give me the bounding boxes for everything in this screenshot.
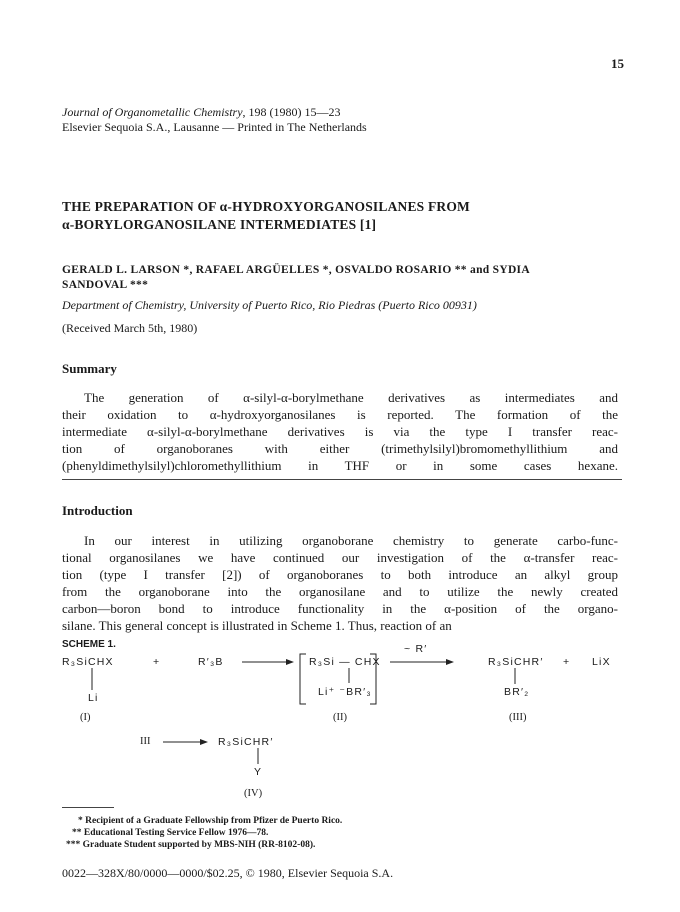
- introduction-line: tion (type I transfer [2]) of organoboranes to both introduce an alkyl group: [62, 567, 618, 582]
- journal-name: Journal of Organometallic Chemistry: [62, 105, 243, 119]
- title-line-2: α-BORYLORGANOSILANE INTERMEDIATES [1]: [62, 217, 377, 232]
- reactant-borane: R′₃B: [198, 656, 224, 668]
- journal-volume: , 198 (1980) 15—23: [242, 105, 341, 119]
- summary-line: their oxidation to α-hydroxyorganosilanes is reported. The formation of the: [62, 407, 618, 422]
- product-silane: R₃SiCHR′: [488, 656, 544, 668]
- product-hydroxy-silane: R₃SiCHR′: [218, 736, 274, 748]
- footnotes: [62, 815, 622, 851]
- introduction-line: carbon—boron bond to introduce functionality in the α-position of the organo-: [62, 601, 618, 616]
- summary-heading: Summary: [62, 361, 117, 376]
- affiliation: Department of Chemistry, University of Puerto Rico, Rio Piedras (Puerto Rico 00931): [62, 298, 477, 312]
- footnote-divider: [62, 807, 114, 808]
- introduction-line: tional organosilanes we have continued our investigation of the α-transfer reac-: [62, 550, 618, 565]
- introduction-line: from the organoborane into the organosilane and to utilize the newly created: [62, 584, 618, 599]
- authors-line-2: SANDOVAL ***: [62, 279, 149, 291]
- boryl-group: BR′₂: [504, 686, 530, 698]
- publisher-line: Elsevier Sequoia S.A., Lausanne — Printed in The Netherlands: [62, 120, 367, 134]
- footnote-item: * Recipient of a Graduate Fellowship from Pfizer de Puerto Rico.: [78, 816, 343, 826]
- footnote-item: ** Educational Testing Service Fellow 1976—78.: [72, 828, 269, 838]
- bracket-left: [300, 654, 306, 704]
- arrow-head-2: [446, 659, 454, 665]
- compound-III-ref: III: [140, 736, 151, 747]
- title-line-1: THE PREPARATION OF α-HYDROXYORGANOSILANES FROM: [62, 199, 470, 214]
- complex-borate: Li⁺ ⁻BR′₃: [318, 686, 372, 698]
- migration-label: ~ R′: [404, 643, 428, 655]
- summary-line: (phenyldimethylsilyl)chloromethyllithium in THF or in some cases hexane.: [62, 458, 618, 473]
- substituent-y: Y: [254, 766, 263, 778]
- arrow-head-3: [200, 739, 208, 745]
- plus-sign: +: [153, 656, 161, 668]
- arrow-head-1: [286, 659, 294, 665]
- authors-line-1: GERALD L. LARSON *, RAFAEL ARGÜELLES *, OSVALDO ROSARIO ** and SYDIA: [62, 264, 530, 276]
- copyright-line: 0022—328X/80/0000—0000/$02.25, © 1980, Elsevier Sequoia S.A.: [62, 866, 394, 880]
- received-date: (Received March 5th, 1980): [62, 321, 198, 335]
- scheme-label: SCHEME 1.: [62, 639, 116, 650]
- compound-label-IV: (IV): [244, 788, 263, 799]
- introduction-line: silane. This general concept is illustrated in Scheme 1. Thus, reaction of an: [62, 618, 452, 633]
- summary-line: intermediate α-silyl-α-borylmethane derivatives is via the type I transfer reac-: [62, 424, 618, 439]
- compound-label-III: (III): [509, 712, 527, 723]
- introduction-line: In our interest in utilizing organoborane chemistry to generate carbo-func-: [84, 533, 618, 548]
- lithium-label: Li: [88, 692, 99, 704]
- reactant-silane: R₃SiCHX: [62, 656, 114, 668]
- compound-label-II: (II): [333, 712, 347, 723]
- page-number: 15: [611, 56, 624, 71]
- summary-line: The generation of α-silyl-α-borylmethane derivatives as intermediates and: [84, 390, 618, 405]
- lithium-halide: LiX: [592, 656, 611, 668]
- compound-label-I: (I): [80, 712, 91, 723]
- introduction-heading: Introduction: [62, 503, 133, 518]
- summary-line: tion of organoboranes with either (trimethylsilyl)bromomethyllithium and: [62, 441, 618, 456]
- complex-silane: R₃Si — CHX: [309, 656, 381, 668]
- plus-sign: +: [563, 656, 571, 668]
- footnote-item: *** Graduate Student supported by MBS-NIH (RR-8102-08).: [66, 840, 316, 850]
